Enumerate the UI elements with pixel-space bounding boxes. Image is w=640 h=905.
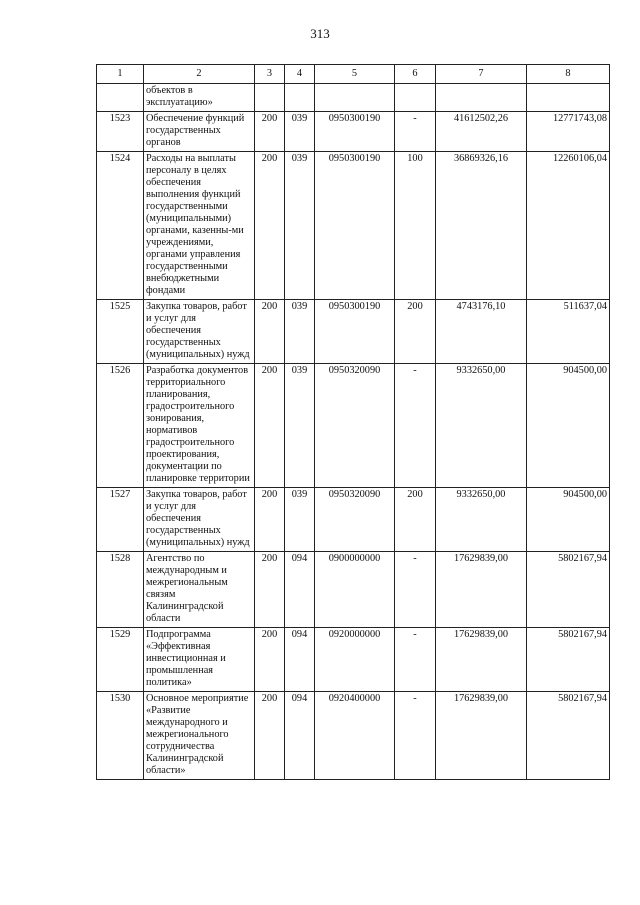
row-gr-cell <box>255 84 285 112</box>
row-sum1-cell: 17629839,00 <box>436 628 527 692</box>
row-number-cell: 1523 <box>97 112 144 152</box>
row-number-cell: 1526 <box>97 364 144 488</box>
row-section-cell: 039 <box>285 300 315 364</box>
row-name-cell: Закупка товаров, работ и услуг для обеспечения государственных (муниципальных) нужд <box>144 300 255 364</box>
row-target-cell: 0920000000 <box>315 628 395 692</box>
column-header-7: 7 <box>436 65 527 84</box>
row-sum2-cell: 904500,00 <box>527 488 610 552</box>
row-type-cell: 200 <box>395 488 436 552</box>
row-name-cell: объектов в эксплуатацию» <box>144 84 255 112</box>
row-gr-cell: 200 <box>255 364 285 488</box>
row-name-cell: Закупка товаров, работ и услуг для обеспечения государственных (муниципальных) нужд <box>144 488 255 552</box>
table-row <box>97 152 610 300</box>
row-sum1-cell <box>436 84 527 112</box>
row-type-cell: 200 <box>395 300 436 364</box>
table-row <box>97 552 610 628</box>
row-type-cell: - <box>395 364 436 488</box>
row-gr-cell: 200 <box>255 112 285 152</box>
row-section-cell: 094 <box>285 552 315 628</box>
row-target-cell: 0950300190 <box>315 300 395 364</box>
row-sum2-cell: 511637,04 <box>527 300 610 364</box>
row-sum2-cell: 5802167,94 <box>527 628 610 692</box>
row-name-cell: Подпрограмма «Эффективная инвестиционная и промышленная политика» <box>144 628 255 692</box>
row-number-cell: 1527 <box>97 488 144 552</box>
table-row <box>97 692 610 780</box>
column-header-6: 6 <box>395 65 436 84</box>
row-target-cell <box>315 84 395 112</box>
budget-table <box>96 64 610 780</box>
table-row <box>97 364 610 488</box>
row-number-cell <box>97 84 144 112</box>
row-gr-cell: 200 <box>255 692 285 780</box>
row-target-cell: 0950300190 <box>315 112 395 152</box>
row-section-cell: 039 <box>285 152 315 300</box>
row-section-cell <box>285 84 315 112</box>
row-number-cell: 1530 <box>97 692 144 780</box>
row-section-cell: 039 <box>285 364 315 488</box>
row-sum1-cell: 36869326,16 <box>436 152 527 300</box>
row-section-cell: 039 <box>285 112 315 152</box>
row-type-cell: - <box>395 692 436 780</box>
row-sum1-cell: 41612502,26 <box>436 112 527 152</box>
row-name-cell: Обеспечение функций государственных органов <box>144 112 255 152</box>
row-sum2-cell: 904500,00 <box>527 364 610 488</box>
row-type-cell: - <box>395 628 436 692</box>
row-sum1-cell: 17629839,00 <box>436 692 527 780</box>
row-sum1-cell: 4743176,10 <box>436 300 527 364</box>
row-type-cell: 100 <box>395 152 436 300</box>
row-target-cell: 0950320090 <box>315 364 395 488</box>
row-target-cell: 0950320090 <box>315 488 395 552</box>
row-name-cell: Агентство по международным и межрегиональным связям Калининградской области <box>144 552 255 628</box>
row-type-cell <box>395 84 436 112</box>
table-row <box>97 112 610 152</box>
row-target-cell: 0900000000 <box>315 552 395 628</box>
column-header-3: 3 <box>255 65 285 84</box>
page-number: 313 <box>310 26 330 41</box>
row-type-cell: - <box>395 112 436 152</box>
table-row <box>97 300 610 364</box>
row-section-cell: 094 <box>285 692 315 780</box>
row-sum2-cell: 5802167,94 <box>527 692 610 780</box>
row-number-cell: 1529 <box>97 628 144 692</box>
column-header-2: 2 <box>144 65 255 84</box>
column-header-1: 1 <box>97 65 144 84</box>
row-section-cell: 039 <box>285 488 315 552</box>
column-header-8: 8 <box>527 65 610 84</box>
row-sum2-cell <box>527 84 610 112</box>
row-sum1-cell: 9332650,00 <box>436 488 527 552</box>
row-sum1-cell: 9332650,00 <box>436 364 527 488</box>
row-gr-cell: 200 <box>255 488 285 552</box>
row-type-cell: - <box>395 552 436 628</box>
table-header-row <box>97 65 610 84</box>
row-target-cell: 0950300190 <box>315 152 395 300</box>
column-header-5: 5 <box>315 65 395 84</box>
row-number-cell: 1528 <box>97 552 144 628</box>
column-header-4: 4 <box>285 65 315 84</box>
row-sum2-cell: 5802167,94 <box>527 552 610 628</box>
row-sum1-cell: 17629839,00 <box>436 552 527 628</box>
table-row <box>97 84 610 112</box>
row-name-cell: Расходы на выплаты персоналу в целях обеспечения выполнения функций государственными (муниципальными) органами, казенны-ми учреждениями, органами управления государственными внебюджетными фондами <box>144 152 255 300</box>
row-sum2-cell: 12260106,04 <box>527 152 610 300</box>
row-gr-cell: 200 <box>255 300 285 364</box>
row-gr-cell: 200 <box>255 628 285 692</box>
table-row <box>97 628 610 692</box>
row-gr-cell: 200 <box>255 152 285 300</box>
row-gr-cell: 200 <box>255 552 285 628</box>
row-number-cell: 1524 <box>97 152 144 300</box>
row-section-cell: 094 <box>285 628 315 692</box>
row-sum2-cell: 12771743,08 <box>527 112 610 152</box>
table-row <box>97 488 610 552</box>
row-name-cell: Разработка документов территориального планирования, градостроительного зонирования, нормативов градостроительного проектирования, документации по планировке территории <box>144 364 255 488</box>
row-target-cell: 0920400000 <box>315 692 395 780</box>
row-number-cell: 1525 <box>97 300 144 364</box>
row-name-cell: Основное мероприятие «Развитие международного и межрегионального сотрудничества Калининградской области» <box>144 692 255 780</box>
